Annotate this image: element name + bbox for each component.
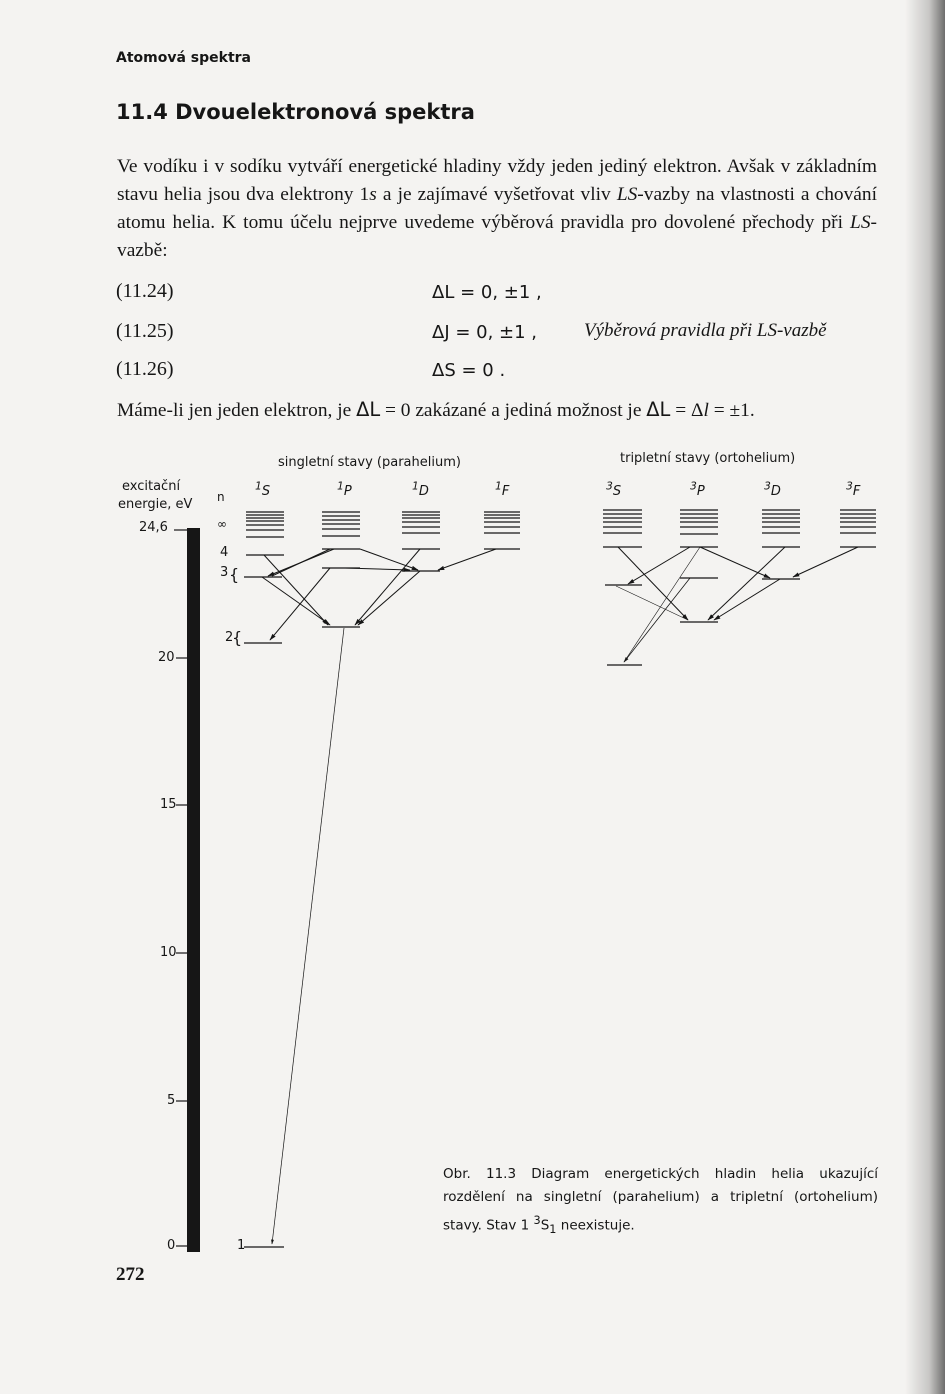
figure-caption: Obr. 11.3 Diagram energetických hladin helia ukazující rozdělení na singletní (parahelium) a tripletní (ortohelium) stavy. Stav 1 $^3S_1$ neexistuje. xyxy=(443,1166,878,1237)
paragraph-intro: Ve vodíku i v sodíku vytváří energetické hladiny vždy jeden jediný elektron. Avšak v základním stavu helia jsou dva elektrony 1s a je zajímavé vyšetřovat vliv LS-vazby na vlastnosti a chování atomu helia. K tomu účelu nejprve uvedeme výběrová pravidla pro dovolené přechody při LS-vazbě: xyxy=(117,156,877,261)
triplet-levels xyxy=(603,510,876,665)
axis-tick-label: 15 xyxy=(160,797,177,812)
equation-number: (11.24) xyxy=(116,280,174,302)
axis-tick-label: 0 xyxy=(167,1238,176,1253)
axis-ticks xyxy=(174,530,187,1246)
equations-note: Výběrová pravidla při LS-vazbě xyxy=(584,320,827,341)
n-value: 2 xyxy=(225,630,234,645)
equation-number: (11.25) xyxy=(116,320,174,342)
singlet-title: singletní stavy (parahelium) xyxy=(278,455,461,470)
n-label: n xyxy=(217,490,225,504)
running-head: Atomová spektra xyxy=(116,50,252,66)
n-value: 4 xyxy=(220,545,229,560)
triplet-transitions xyxy=(616,547,858,662)
triplet-title: tripletní stavy (ortohelium) xyxy=(620,451,796,466)
axis-tick-label: 20 xyxy=(158,650,175,665)
term-symbol: $^1$F xyxy=(495,480,510,500)
paragraph-one-electron: Máme-li jen jeden elektron, je ΔL = 0 zakázané a jediná možnost je ΔL = Δl = ±1. xyxy=(117,398,755,421)
term-symbol: $^3$P xyxy=(690,480,705,500)
term-symbol: $^1$P xyxy=(337,480,352,500)
axis-label: energie, eV xyxy=(118,497,193,512)
energy-axis-bar xyxy=(187,528,200,1252)
term-symbol: $^1$S xyxy=(255,480,271,500)
equation-expression: ΔJ = 0, ±1 , xyxy=(432,322,538,343)
n-value: 3 xyxy=(220,565,229,580)
n-value: 1 xyxy=(237,1238,246,1253)
svg-text:{: { xyxy=(232,628,243,647)
term-symbol: $^3$S xyxy=(606,480,622,500)
term-symbol: $^1$D xyxy=(412,480,429,500)
singlet-transitions xyxy=(262,549,496,1244)
axis-tick-label: 10 xyxy=(160,945,177,960)
page-number: 272 xyxy=(116,1264,145,1285)
svg-text:{: { xyxy=(229,565,240,584)
axis-label: excitační xyxy=(122,479,181,494)
section-title: 11.4 Dvouelektronová spektra xyxy=(116,100,475,124)
equation-expression: ΔL = 0, ±1 , xyxy=(432,282,542,303)
axis-tick-label: 5 xyxy=(167,1093,176,1108)
equation-expression: ΔS = 0 . xyxy=(432,360,506,381)
ionization-label: 24,6 xyxy=(139,520,168,535)
n-value: ∞ xyxy=(217,517,227,531)
term-symbol: $^3$D xyxy=(764,480,781,500)
term-symbol: $^3$F xyxy=(846,480,861,500)
equation-number: (11.26) xyxy=(116,358,174,380)
